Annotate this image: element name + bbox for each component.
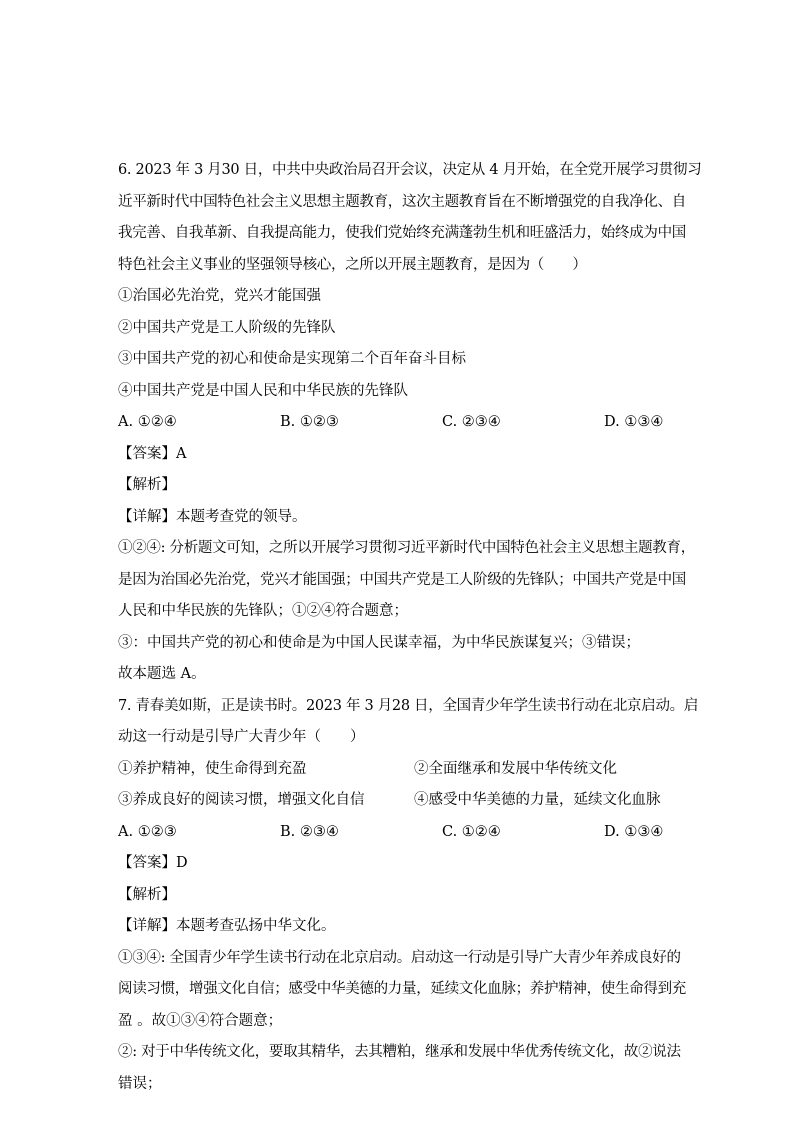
q6-detail-line-6: 故本题选 A。 — [118, 666, 206, 682]
document-content — [118, 155, 702, 1100]
q7-detail-line-6: 错误； — [118, 1075, 162, 1092]
q7-detail-line-1: 【详解】本题考查弘扬中华文化。 — [118, 918, 336, 934]
q7-statement-1: ①养护精神，使生命得到充盈 — [118, 760, 307, 777]
q7-detail-line-5: ②: 对于中华传统文化，要取其精华，去其糟粕，继承和发展中华优秀传统文化，故②说法 — [118, 1044, 681, 1060]
q6-stem-line-1: 6. 2023 年 3 月30 日，中共中央政治局召开会议，决定从 4 月开始，在全党开展学习贯彻习 — [118, 162, 702, 178]
q6-detail-line-2: ①②④: 分析题文可知，之所以开展学习贯彻习近平新时代中国特色社会主义思想主题教育， — [118, 540, 695, 556]
q6-answer: 【答案】A — [118, 445, 187, 462]
q7-answer: 【答案】D — [118, 855, 188, 871]
question-7 — [118, 691, 699, 1101]
q7-detail-line-3: 阅读习惯，增强文化自信；感受中华美德的力量，延续文化血脉；养护精神，使生命得到充 — [118, 981, 686, 997]
q6-stem-line-3: 我完善、自我革新、自我提高能力，使我们党始终充满蓬勃生机和旺盛活力，始终成为中国 — [118, 225, 686, 241]
q7-statement-3: ③养成良好的阅读习惯，增强文化自信 — [118, 792, 365, 808]
q6-option-c: C. ②③④ — [442, 414, 501, 430]
q6-statement-1: ①治国必先治党，党兴才能国强 — [118, 288, 321, 304]
q6-option-d: D. ①③④ — [604, 414, 664, 430]
q7-detail-line-4: 盈 。故①③④符合题意； — [118, 1012, 283, 1029]
q6-option-a: A. ①②④ — [118, 414, 177, 430]
q7-option-c: C. ①②④ — [442, 823, 501, 840]
q6-statement-3: ③中国共产党的初心和使命是实现第二个百年奋斗目标 — [118, 351, 466, 367]
q7-stem-line-1: 7. 青春美如斯，正是读书时。2023 年 3 月28 日，全国青少年学生读书行动在北京启动。启 — [118, 697, 699, 714]
question-6 — [118, 155, 702, 691]
q7-statement-2: ②全面继承和发展中华传统文化 — [414, 760, 617, 777]
q6-analysis-title: 【解析】 — [118, 477, 176, 493]
q6-statement-2: ②中国共产党是工人阶级的先锋队 — [118, 319, 336, 336]
q7-options — [118, 817, 678, 849]
q6-detail-line-1: 【详解】本题考查党的领导。 — [118, 508, 307, 525]
q7-analysis-title: 【解析】 — [118, 886, 176, 903]
q6-statement-4: ④中国共产党是中国人民和中华民族的先锋队 — [118, 382, 408, 399]
q6-stem-line-4: 特色社会主义事业的坚强领导核心，之所以开展主题教育，是因为（ ） — [118, 256, 587, 273]
q6-detail-line-3: 是因为治国必先治党，党兴才能国强；中国共产党是工人阶级的先锋队；中国共产党是中国 — [118, 571, 686, 588]
q7-statements-row-1 — [118, 754, 678, 786]
q7-statements-row-2 — [118, 785, 678, 817]
q6-option-b: B. ①②③ — [280, 414, 339, 430]
q6-detail-line-5: ③：中国共产党的初心和使命是为中国人民谋幸福，为中华民族谋复兴；③错误； — [118, 634, 640, 651]
q6-options — [118, 407, 678, 439]
q6-stem-line-2: 近平新时代中国特色社会主义思想主题教育，这次主题教育旨在不断增强党的自我净化、自 — [118, 193, 686, 210]
q7-option-a: A. ①②③ — [118, 823, 177, 840]
q6-detail-line-4: 人民和中华民族的先锋队；①②④符合题意； — [118, 603, 408, 619]
q7-option-b: B. ②③④ — [280, 823, 339, 840]
q7-detail-line-2: ①③④: 全国青少年学生读书行动在北京启动。启动这一行动是引导广大青少年养成良好的 — [118, 949, 681, 966]
q7-stem-line-2: 动这一行动是引导广大青少年（ ） — [118, 729, 365, 745]
q7-statement-4: ④感受中华美德的力量，延续文化血脉 — [414, 792, 661, 808]
q7-option-d: D. ①③④ — [604, 823, 664, 840]
